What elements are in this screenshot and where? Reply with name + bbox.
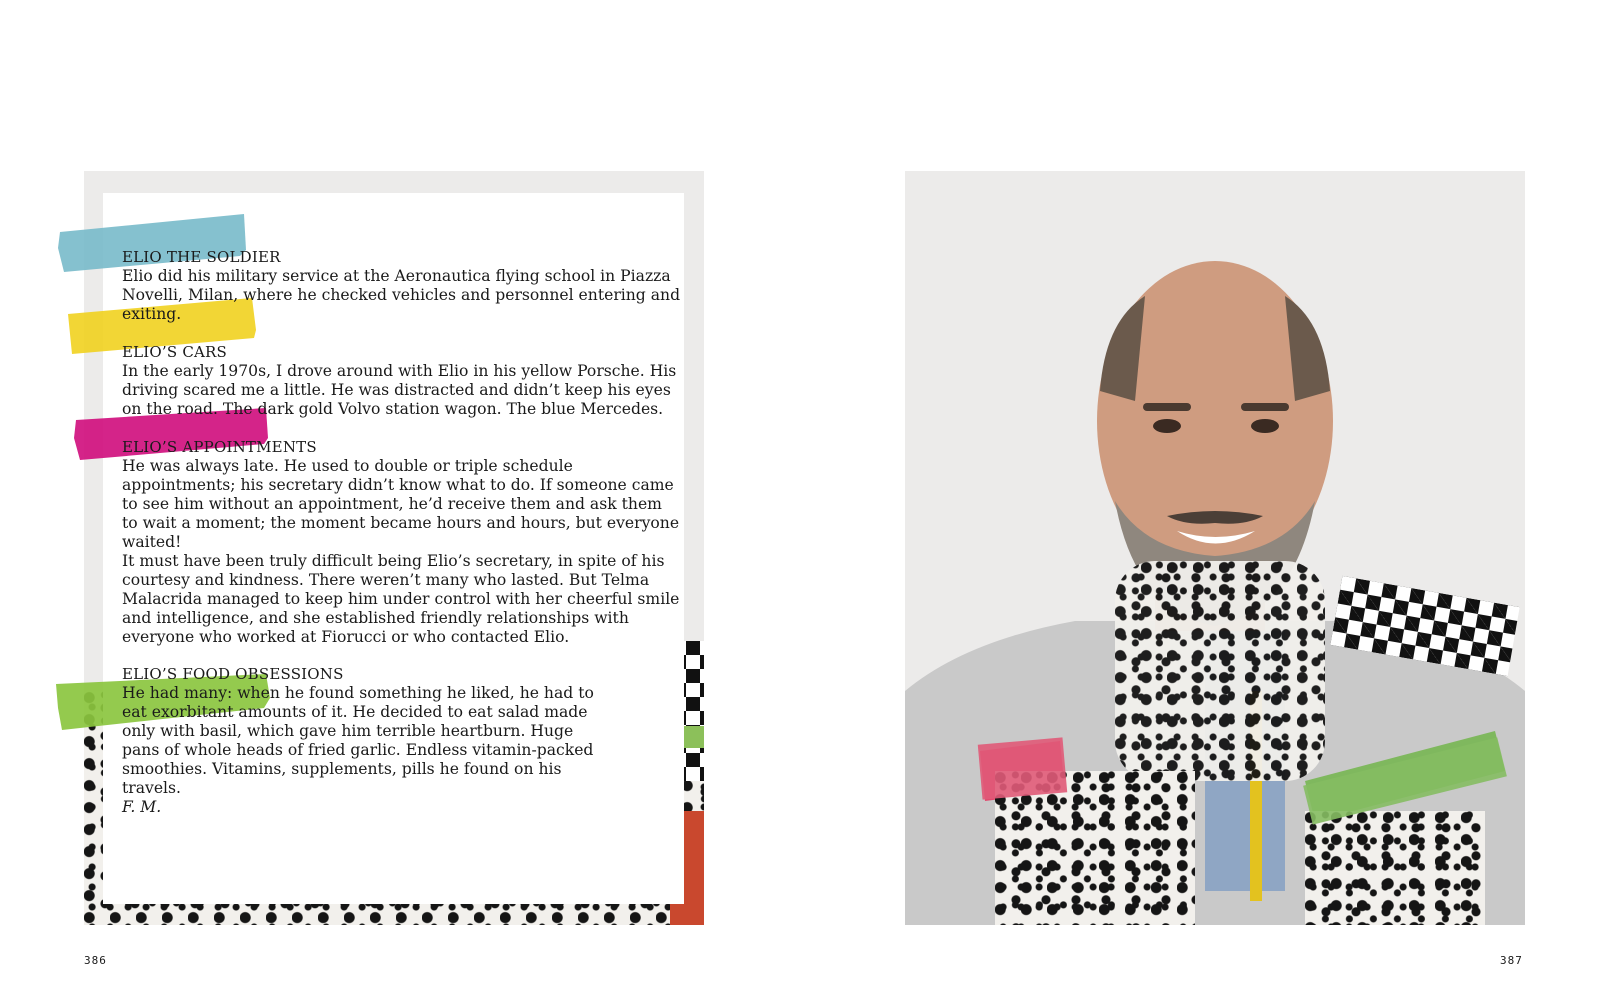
section-food [122,665,602,817]
section-paragraph: In the early 1970s, I drove around with Elio in his yellow Porsche. His driving scared me a little. He was distracted and didn’t keep his eyes on the road. The dark gold Volvo station wagon. The blue Mercedes. [122,362,677,418]
section-heading: ELIO THE SOLDIER [122,248,281,266]
portrait-photo [905,171,1525,925]
section-soldier [122,248,682,324]
section-paragraph: It must have been truly difficult being Elio’s secretary, in spite of his courtesy and kindness. There weren’t many who lasted. But Telma Malacrida managed to keep him under control with her cheerful smile and intelligence, and she established friendly relationships with everyone who worked at Fiorucci or who contacted Elio. [122,552,680,646]
leopard-jacket-panel [1305,811,1485,925]
page-number-left: 386 [84,954,107,967]
leopard-scarf [1115,561,1325,781]
section-heading: ELIO’S APPOINTMENTS [122,438,317,456]
section-paragraph: He had many: when he found something he liked, he had to eat exorbitant amounts of it. He decided to eat salad made only with basil, which gave him terrible heartburn. Huge pans of whole heads of fried garlic. Endless vitamin-packed smoothies. Vitamins, supplements, pills he found on his travels. [122,684,594,797]
page-number-right: 387 [1500,954,1523,967]
section-appointments [122,438,682,647]
section-paragraph: He was always late. He used to double or triple schedule appointments; his secretary didn’t know what to do. If someone came to see him without an appointment, he’d receive them and ask them to wait a moment; the moment became hours and hours, but everyone waited! [122,457,680,551]
author-signature: F. M. [122,798,162,816]
pink-patch [978,737,1067,799]
section-heading: ELIO’S CARS [122,343,228,361]
section-heading: ELIO’S FOOD OBSESSIONS [122,665,344,683]
section-cars [122,343,682,419]
section-paragraph: Elio did his military service at the Aeronautica flying school in Piazza Novelli, Milan, where he checked vehicles and personnel entering and exiting. [122,267,681,323]
